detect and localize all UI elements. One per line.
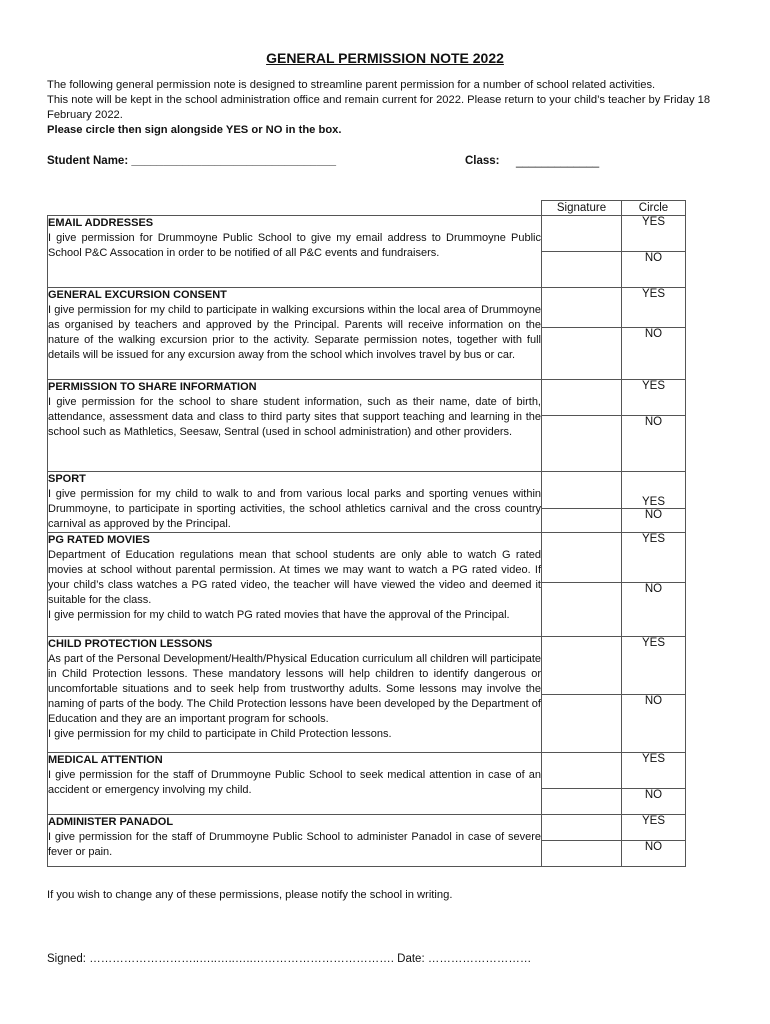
permission-text-consent: I give permission for my child to watch PG rated movies that have the approval of the Principal. [48,609,510,621]
permission-heading: MEDICAL ATTENTION [48,754,163,766]
table-row [48,637,686,695]
circle-yes[interactable]: YES [622,380,686,416]
signature-cell-no[interactable] [542,508,622,532]
signature-cell-no[interactable] [542,841,622,867]
signature-cell-no[interactable] [542,328,622,380]
circle-yes[interactable]: YES [622,753,686,789]
signature-cell-yes[interactable] [542,380,622,416]
signature-cell-no[interactable] [542,416,622,472]
intro-instruction: Please circle then sign alongside YES or NO in the box. [47,124,342,136]
permission-table [47,200,686,867]
permission-heading: ADMINISTER PANADOL [48,816,174,828]
permission-text: I give permission for Drummoyne Public School to give my email address to Drummoyne Public School P&C Assocation in order to be notified of all P&C events and fundraisers. [48,232,541,259]
circle-no[interactable]: NO [622,508,686,532]
class-label: Class: [465,155,500,167]
permission-heading: CHILD PROTECTION LESSONS [48,638,213,650]
signature-cell-yes[interactable] [542,216,622,252]
signature-cell-no[interactable] [542,252,622,288]
circle-no[interactable]: NO [622,695,686,753]
signature-cell-yes[interactable] [542,637,622,695]
table-row [48,753,686,789]
table-row [48,380,686,416]
header-blank [48,201,542,216]
circle-no[interactable]: NO [622,328,686,380]
circle-no[interactable]: NO [622,252,686,288]
signature-date-line[interactable]: Signed: ………………………..…..…..…..………………………………. Date: ……………………… [47,953,532,965]
table-row [48,472,686,509]
class-field[interactable]: _____________ [516,156,600,168]
permission-heading: PG RATED MOVIES [48,534,150,546]
permission-heading: EMAIL ADDRESSES [48,217,154,229]
table-row [48,815,686,841]
intro-line-2: This note will be kept in the school administration office and remain current for 2022. Please return to your child’s teacher by Friday 18 February 2022. [47,94,711,121]
permission-text-consent: I give permission for my child to participate in Child Protection lessons. [48,728,392,740]
signature-cell-yes[interactable] [542,753,622,789]
permission-text: I give permission for my child to participate in walking excursions within the local area of Drummoyne as organised by teachers and approved by the Principal. Parents will receive information on the nature of the walking excursion prior to the activity. Separate permission notes, together with full details will be issued for any excursion away from the school which involves travel by bus or car. [48,304,541,361]
intro-block [47,78,737,138]
circle-no[interactable]: NO [622,789,686,815]
permission-description [48,216,542,288]
table-row [48,216,686,252]
permission-description [48,288,542,380]
header-circle: Circle [622,201,686,216]
permission-description [48,380,542,472]
permission-description [48,472,542,533]
circle-yes[interactable]: YES [622,472,686,509]
permission-text: As part of the Personal Development/Health/Physical Education curriculum all children will participate in Child Protection lessons. These mandatory lessons will help children to identify dangerous or uncomfortable situations and to seek help from trustworthy adults. Some lessons may involve the naming of parts of the body. The Child Protection lessons have been developed by the Department of Education and they are an important program for schools. [48,653,541,725]
signature-cell-no[interactable] [542,583,622,637]
table-header-row [48,201,686,216]
permission-heading: SPORT [48,473,86,485]
intro-line-1: The following general permission note is designed to streamline parent permission for a number of school related activities. [47,79,656,91]
signature-cell-yes[interactable] [542,472,622,509]
permission-heading: PERMISSION TO SHARE INFORMATION [48,381,257,393]
signature-cell-yes[interactable] [542,533,622,583]
circle-yes[interactable]: YES [622,637,686,695]
permission-description [48,815,542,867]
circle-yes[interactable]: YES [622,815,686,841]
page-title: GENERAL PERMISSION NOTE 2022 [266,50,504,66]
student-name-field[interactable]: Student Name: ________________________________ [47,155,337,167]
permission-description [48,533,542,637]
permission-text: I give permission for the staff of Drummoyne Public School to seek medical attention in case of an accident or emergency involving my child. [48,769,541,796]
circle-yes[interactable]: YES [622,216,686,252]
permission-text: I give permission for the school to share student information, such as their name, date of birth, attendance, assessment data and class to third party sites that support teaching and learning in the school such as Mathletics, Seesaw, Sentral (used in school administration) and other providers. [48,396,541,438]
circle-yes[interactable]: YES [622,288,686,328]
signature-cell-no[interactable] [542,789,622,815]
signature-cell-yes[interactable] [542,288,622,328]
circle-yes[interactable]: YES [622,533,686,583]
signature-cell-no[interactable] [542,695,622,753]
circle-no[interactable]: NO [622,841,686,867]
permission-description [48,753,542,815]
header-signature: Signature [542,201,622,216]
permission-text: I give permission for my child to walk to and from various local parks and sporting venues within Drummoyne, to participate in sporting activities, the school athletics carnival and the cross country carnival as approved by the Principal. [48,488,541,530]
footer-note: If you wish to change any of these permissions, please notify the school in writing. [47,889,453,901]
circle-no[interactable]: NO [622,583,686,637]
permission-text: Department of Education regulations mean that school students are only able to watch G rated movies at school without parental permission. At times we may want to watch a PG rated video. If your child’s class watches a PG rated video, the teacher will have viewed the video and deemed it suitable for the class. [48,549,541,606]
circle-no[interactable]: NO [622,416,686,472]
table-row [48,533,686,583]
table-row [48,288,686,328]
permission-description [48,637,542,753]
signature-cell-yes[interactable] [542,815,622,841]
permission-heading: GENERAL EXCURSION CONSENT [48,289,227,301]
permission-text: I give permission for the staff of Drummoyne Public School to administer Panadol in case of severe fever or pain. [48,831,541,858]
